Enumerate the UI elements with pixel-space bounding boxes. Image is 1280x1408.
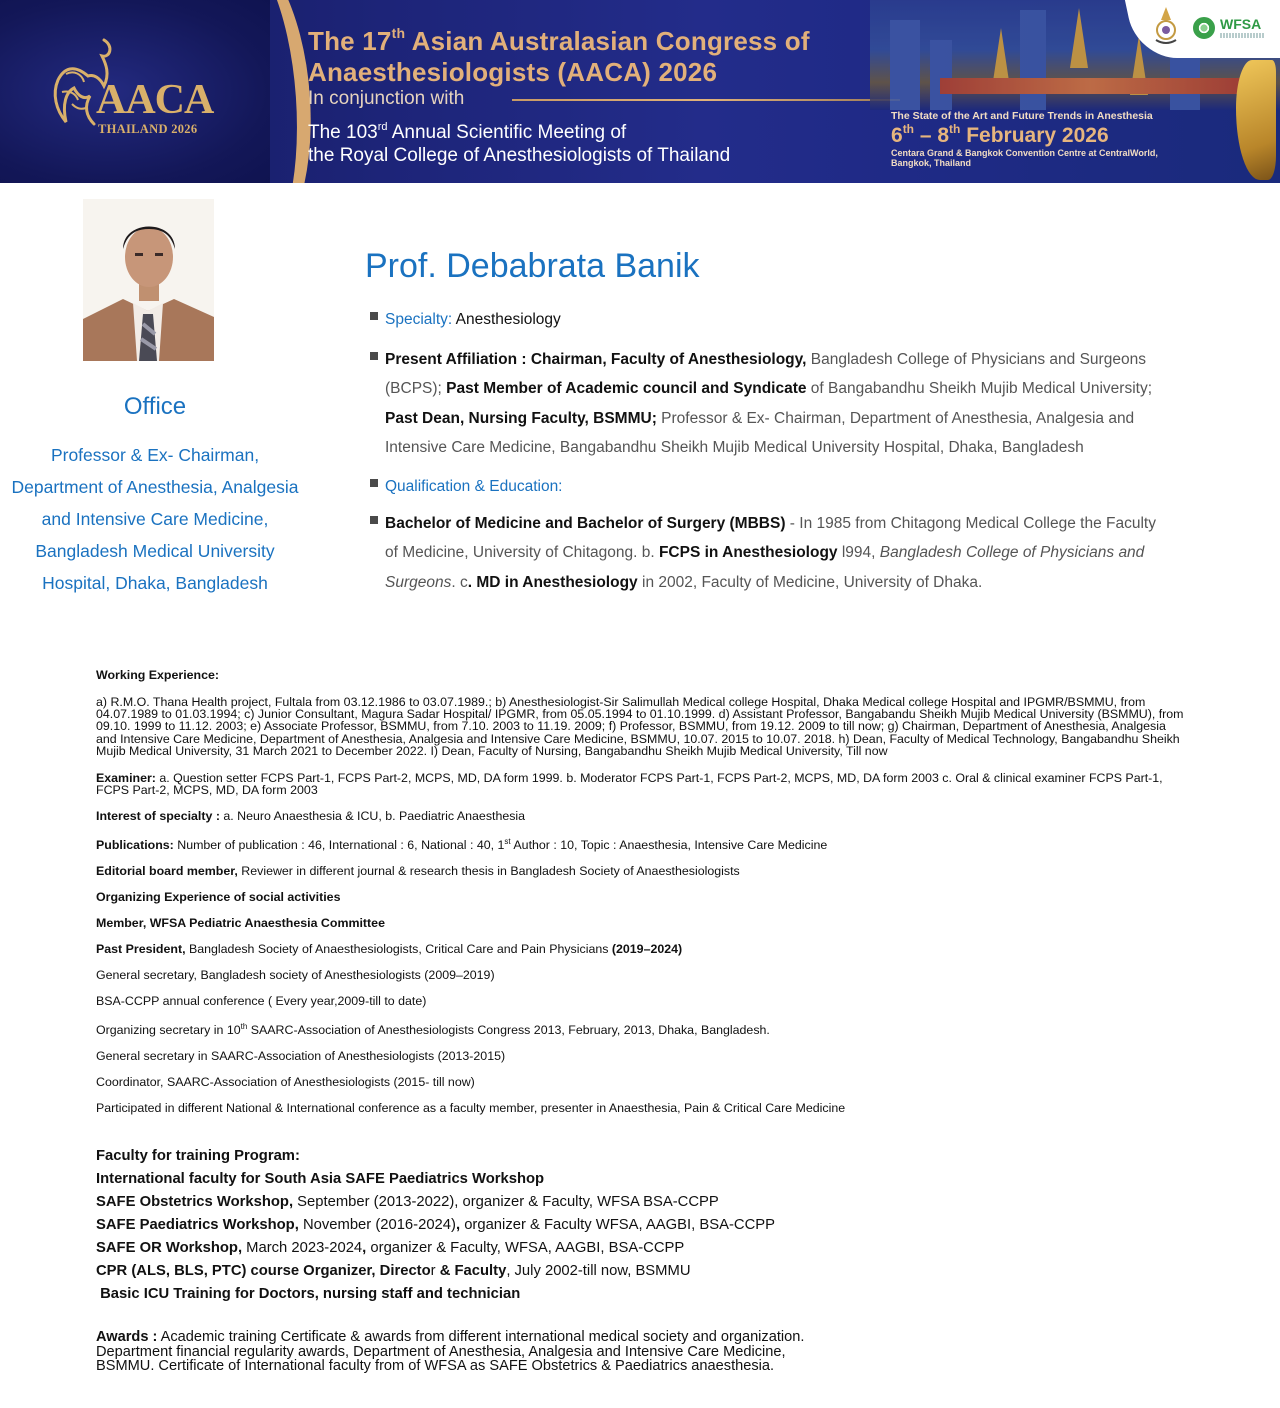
- aaca-logo: [38, 30, 218, 150]
- publications-text: [96, 835, 1186, 852]
- awards-section: [96, 1330, 816, 1374]
- training-paediatrics-label: SAFE Paediatrics Workshop,: [96, 1217, 299, 1233]
- affiliation-past-member-label: Past Member of Academic council and Syndicate: [446, 380, 807, 398]
- education-md-text: in 2002, Faculty of Medicine, University of Dhaka.: [637, 573, 983, 591]
- skyline-building: [1020, 10, 1046, 110]
- education-mbbs-label: Bachelor of Medicine and Bachelor of Surgery (MBBS): [385, 515, 786, 533]
- training-or-label: SAFE OR Workshop,: [96, 1240, 243, 1256]
- training-or-comma: ,: [362, 1240, 367, 1256]
- general-secretary-text: General secretary, Bangladesh society of Anesthesiologists (2009–2019): [96, 968, 495, 983]
- bullet-square-icon: [370, 352, 378, 360]
- banner-divider: [512, 99, 900, 101]
- meeting-title-line2: the Royal College of Anesthesiologists of Thailand: [308, 145, 731, 166]
- training-paediatrics-dates: November (2016-2024): [298, 1217, 456, 1233]
- organizing-secretary-prefix: Organizing secretary in 10: [96, 1023, 241, 1038]
- past-president-label: Past President,: [96, 942, 186, 957]
- training-obstetrics: [96, 1191, 816, 1214]
- meeting-title-rest: Annual Scientific Meeting of: [387, 122, 627, 143]
- date-end-sup: th: [949, 122, 961, 136]
- affiliation-present-text: Bangladesh College of Physicians and Surgeons (BCPS);: [385, 351, 1146, 398]
- bullet-square-icon: [370, 479, 378, 487]
- date-start-sup: th: [902, 122, 915, 136]
- training-or-dates: March 2023-2024: [242, 1240, 363, 1256]
- interest-text: [96, 809, 1186, 823]
- working-experience-heading: Working Experience:: [96, 668, 220, 682]
- date-end: – 8: [914, 124, 950, 147]
- education-fcps-label: FCPS in Anesthesiology: [658, 544, 838, 562]
- profile-details: [370, 305, 1170, 597]
- education-c-marker: . c: [451, 573, 468, 591]
- wfsa-globe-icon: [1193, 17, 1215, 39]
- training-cpr: [96, 1260, 816, 1283]
- past-president-details: Bangladesh Society of Anaesthesiologists, Critical Care and Pain Physicians: [185, 942, 612, 957]
- meeting-title-sup: rd: [377, 121, 388, 133]
- congress-title: [308, 18, 810, 88]
- office-description: Professor & Ex- Chairman, Department of Anesthesia, Analgesia and Intensive Care Medicine, Bangladesh Medical University Hospital, Dhaka, Bangladesh: [11, 445, 299, 593]
- conjunction-text: In conjunction with: [308, 88, 465, 109]
- affiliation-past-dean-label: Past Dean, Nursing Faculty, BSMMU;: [385, 409, 657, 427]
- temple-spire: [1070, 8, 1088, 68]
- examiner-text: [96, 772, 1186, 796]
- training-heading: Faculty for training Program:: [96, 1148, 300, 1164]
- skyline-building: [930, 40, 952, 110]
- profile-name: Prof. Debabrata Banik: [365, 247, 700, 285]
- temple-roof: [940, 78, 1240, 94]
- organizing-secretary-rest: SAARC-Association of Anesthesiologists Congress 2013, February, 2013, Dhaka, Bangladesh.: [247, 1023, 770, 1038]
- office-heading: Office: [123, 393, 187, 420]
- specialty-item: [370, 305, 1170, 334]
- publications-sup: st: [504, 837, 511, 847]
- awards-label: Awards :: [96, 1329, 158, 1345]
- training-section: [96, 1145, 816, 1306]
- awards-text: Academic training Certificate & awards from different international medical society and organization. Department financial regularity awards, Department of Anesthesia, Analgesia and Intensive Care Medicine, BSMMU. Certificate of International faculty from of WFSA as SAFE Obstetrics & Paediatrics anaesthesia.: [96, 1329, 805, 1375]
- participation-text: Participated in different National & International conference as a faculty member, presenter in Anaesthesia, Pain & Critical Care Medicine: [96, 1101, 846, 1116]
- specialty-label: Specialty:: [385, 311, 453, 328]
- organizing-heading: Organizing Experience of social activities: [96, 890, 341, 905]
- congress-title-line2: Anaesthesiologists (AACA) 2026: [308, 57, 718, 87]
- bullet-square-icon: [370, 312, 378, 320]
- affiliation-item: [370, 345, 1170, 462]
- publications-details: Number of publication : 46, International : 6, National : 40, 1: [173, 838, 505, 853]
- date-start: 6: [891, 124, 903, 147]
- congress-theme: The State of the Art and Future Trends in Anesthesia: [891, 110, 1153, 122]
- training-cpr-label-faculty: & Faculty: [435, 1263, 507, 1279]
- training-cpr-label: CPR (ALS, BLS, PTC) course Organizer, Direct: [96, 1263, 422, 1279]
- interest-label: Interest of specialty :: [96, 809, 220, 824]
- naga-boat-ornament: [1236, 60, 1276, 180]
- education-md-label: . MD in Anesthesiology: [467, 573, 638, 591]
- training-paediatrics-comma: ,: [455, 1217, 461, 1233]
- saarc-general-secretary-text: General secretary in SAARC-Association of Anesthesiologists (2013-2015): [96, 1049, 506, 1064]
- coordinator-text: Coordinator, SAARC-Association of Anesthesiologists (2015- till now): [96, 1075, 475, 1090]
- training-paediatrics-details: organizer & Faculty WFSA, AAGBI, BSA-CCPP: [460, 1217, 776, 1233]
- bullet-square-icon: [370, 516, 378, 524]
- date-month-year: February 2026: [960, 124, 1109, 147]
- interest-details: a. Neuro Anaesthesia & ICU, b. Paediatric Anaesthesia: [219, 809, 526, 824]
- editorial-label: Editorial board member,: [96, 864, 238, 879]
- conference-banner: [0, 0, 1280, 183]
- congress-title-prefix: The 17: [308, 26, 392, 56]
- specialty-value: Anesthesiology: [452, 311, 561, 328]
- publications-label: Publications:: [96, 838, 174, 853]
- congress-title-rest: Asian Australasian Congress of: [405, 26, 810, 56]
- education-item: [370, 509, 1170, 597]
- affiliation-professor-text: Professor & Ex- Chairman, Department of Anesthesia, Analgesia and Intensive Care Medicine, Bangabandhu Sheikh Mujib Medical University Hospital, Dhaka, Bangladesh: [385, 409, 1135, 456]
- training-paediatrics: [96, 1214, 816, 1237]
- education-fcps-institution: Bangladesh College of Physicians and Surgeons: [385, 544, 1145, 591]
- examiner-details: a. Question setter FCPS Part-1, FCPS Part-2, MCPS, MD, DA form 1999. b. Moderator FCPS Part-1, FCPS Part-2, MCPS, MD, DA form 2003 c. Oral & clinical examiner FCPS Part-1, FCPS Part-2, MCPS, MD, DA form 2003: [96, 771, 1163, 798]
- education-mbbs-text: - In 1985 from Chitagong Medical College the Faculty of Medicine, University of Chitagong. b.: [385, 515, 1156, 562]
- training-international: International faculty for South Asia SAFE Paediatrics Workshop: [96, 1171, 545, 1187]
- training-or-details: organizer & Faculty, WFSA, AAGBI, BSA-CCPP: [366, 1240, 685, 1256]
- working-experience-text: a) R.M.O. Thana Health project, Fultala from 03.12.1986 to 03.07.1989.; b) Anesthesiologist-Sir Salimullah Medical college Hospital, Dhaka Medical college Hospital and IPGMR/BSMMU, from 04.07.1989 to 01.03.1994; c) Junior Consultant, Magura Sadar Hospital/ IPGMR, from 05.05.1994 to 01.10.1999. d) Assistant Professor, Bangabandu Sheikh Mujib Medical University (BSMMU), from 09.10. 1999 to 11.12. 2003; e) Associate Professor, BSMMU, from 7.10. 2003 to 11.19. 2009; f) Professor, BSMMU, from 19.12. 2009 to till now; g) Chairman, Department of Anesthesia, Analgesia and Intensive Care Medicine, Department of Anesthesia, Analgesia and Intensive Care Medicine, BSMMU, 10.07. 2015 to 10.07. 2018. h) Dean, Faculty of Medical Technology, Bangabandhu Sheikh Mujib Medical University, 31 March 2021 to December 2022. I) Dean, Faculty of Nursing, Bangabandhu Sheikh Mujib Medical University, Till now: [96, 695, 1184, 758]
- rcat-seal-icon: [1153, 6, 1179, 46]
- education-fcps-year: l994,: [837, 544, 880, 562]
- aaca-logo-mark: AACA: [96, 77, 214, 123]
- training-obstetrics-details: September (2013-2022), organizer & Faculty, WFSA BSA-CCPP: [293, 1194, 719, 1210]
- bsa-ccpp-text: BSA-CCPP annual conference ( Every year,2009-till to date): [96, 994, 427, 1009]
- publications-details-rest: Author : 10, Topic : Anaesthesia, Intensive Care Medicine: [510, 838, 828, 853]
- organizing-secretary-text: [96, 1020, 1186, 1037]
- congress-title-sup: th: [391, 25, 406, 41]
- past-president-text: [96, 942, 1186, 956]
- affiliation-present-label: Present Affiliation : Chairman, Faculty of Anesthesiology,: [385, 351, 807, 369]
- qualification-item: [370, 472, 1170, 501]
- aaca-logo-subtitle: THAILAND 2026: [98, 122, 198, 136]
- editorial-details: Reviewer in different journal & research thesis in Bangladesh Society of Anaesthesiologists: [237, 864, 740, 879]
- venue-line-2: Bangkok, Thailand: [891, 158, 972, 168]
- venue-line-1: Centara Grand & Bangkok Convention Centre at CentralWorld,: [891, 148, 1158, 158]
- affiliation-past-member-text: of Bangabandhu Sheikh Mujib Medical University;: [806, 380, 1152, 398]
- wfsa-logo-text: WFSA: [1220, 16, 1262, 32]
- experience-section: [96, 668, 1186, 1115]
- meeting-title-prefix: The 103: [308, 122, 378, 143]
- profile-photo: [83, 199, 214, 361]
- qualification-label: Qualification & Education:: [385, 478, 563, 496]
- organizing-secretary-sup: th: [240, 1022, 248, 1032]
- training-icu: Basic ICU Training for Doctors, nursing staff and technician: [96, 1286, 521, 1302]
- past-president-years: (2019–2024): [611, 942, 683, 957]
- congress-venue: [891, 148, 1158, 168]
- examiner-label: Examiner:: [96, 771, 156, 786]
- wfsa-logo-subtext: [1220, 33, 1264, 38]
- training-cpr-label-o: o: [421, 1263, 431, 1279]
- meeting-title: [308, 116, 730, 167]
- congress-dates: [891, 122, 1109, 148]
- wfsa-member-text: Member, WFSA Pediatric Anaesthesia Committee: [96, 916, 385, 931]
- training-cpr-label-r: r: [430, 1263, 436, 1279]
- training-obstetrics-label: SAFE Obstetrics Workshop,: [96, 1194, 294, 1210]
- portrait-image: [83, 199, 214, 361]
- editorial-text: [96, 864, 1186, 878]
- training-cpr-details: , July 2002-till now, BSMMU: [506, 1263, 691, 1279]
- skyline-building: [890, 20, 920, 110]
- training-or: [96, 1237, 816, 1260]
